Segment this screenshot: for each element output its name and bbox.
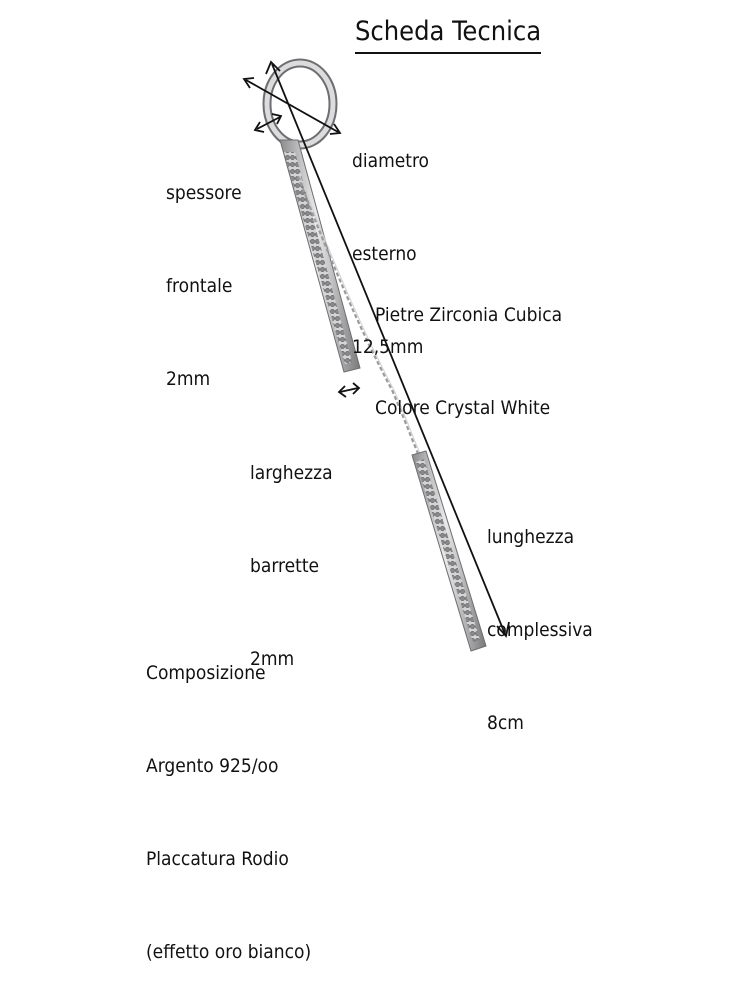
label-larghezza-line-1: larghezza	[250, 462, 333, 484]
label-larghezza-line-2: barrette	[250, 555, 320, 577]
label-lunghezza-line-1: lunghezza	[487, 526, 575, 548]
label-spessore-line-3: 2mm	[166, 368, 211, 390]
bar-short	[280, 140, 360, 372]
label-lunghezza-line-3: 8cm	[487, 712, 524, 734]
label-spessore	[166, 116, 242, 426]
label-diametro-line-2: esterno	[352, 243, 417, 265]
label-pietre-line-2: Colore Crystal White	[375, 397, 551, 419]
label-spessore-line-1: spessore	[166, 182, 242, 204]
label-larghezza-line-3: 2mm	[250, 648, 295, 670]
label-composizione-line-4: (effetto oro bianco)	[146, 941, 312, 963]
label-pietre	[375, 238, 562, 455]
label-diametro-line-1: diametro	[352, 150, 430, 172]
label-composizione-line-2: Argento 925/oo	[146, 755, 279, 777]
label-composizione	[146, 596, 311, 999]
bar-long	[412, 451, 486, 651]
label-diametro-line-3: 12,5mm	[352, 336, 424, 358]
label-composizione-line-3: Placcatura Rodio	[146, 848, 289, 870]
label-pietre-line-1: Pietre Zirconia Cubica	[375, 304, 563, 326]
page-title: Scheda Tecnica	[355, 14, 541, 54]
label-lunghezza-line-2: complessiva	[487, 619, 593, 641]
label-composizione-line-1: Composizione	[146, 662, 266, 684]
label-spessore-line-2: frontale	[166, 275, 233, 297]
label-lunghezza	[487, 460, 593, 770]
